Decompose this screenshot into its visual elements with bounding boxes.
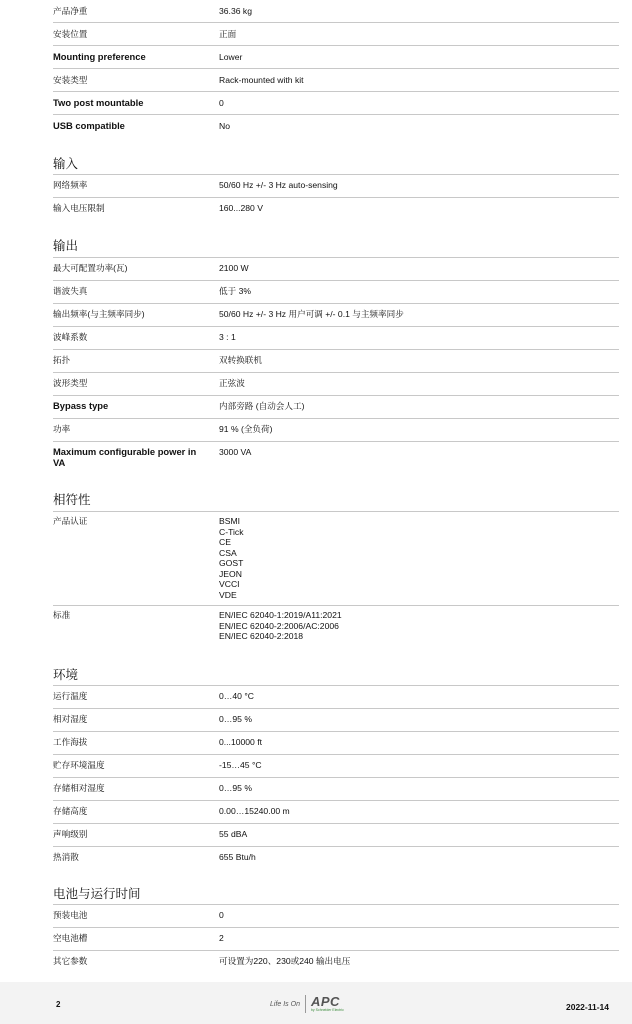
- spec-key: 最大可配置功率(瓦): [53, 263, 128, 273]
- spec-key: 谐波失真: [53, 286, 88, 296]
- spec-value: -15…45 °C: [219, 760, 262, 770]
- brand-name: APC: [310, 994, 340, 1009]
- spec-row: [53, 23, 619, 46]
- spec-row: [53, 419, 619, 442]
- spec-value: 2100 W: [219, 263, 249, 273]
- spec-key-line: VA: [53, 456, 66, 468]
- spec-row: [53, 905, 619, 928]
- spec-value: 50/60 Hz +/- 3 Hz 用户可调 +/- 0.1 与主频率同步: [219, 309, 404, 319]
- spec-key: 产品净重: [53, 6, 88, 16]
- section-title-output: 输出: [53, 238, 619, 258]
- spec-key: 输出频率(与主频率同步): [53, 309, 145, 319]
- spec-row: [53, 198, 619, 221]
- output-spec-table: [53, 258, 619, 476]
- page-footer: [0, 982, 632, 1024]
- spec-row: [53, 46, 619, 69]
- spec-value: 0: [219, 98, 224, 108]
- spec-row: [53, 755, 619, 778]
- certification-item: C-Tick: [219, 526, 244, 537]
- spec-row: [53, 686, 619, 709]
- spec-value: 0…95 %: [219, 714, 252, 724]
- spec-row: [53, 327, 619, 350]
- standard-item: EN/IEC 62040-1:2019/A11:2021: [219, 610, 342, 620]
- spec-key: 产品认证: [53, 516, 88, 526]
- logo-divider: [305, 995, 306, 1013]
- spec-value: 0…40 °C: [219, 691, 254, 701]
- certification-item: CE: [219, 537, 231, 547]
- spec-row: [53, 373, 619, 396]
- spec-value: 91 % (全负荷): [219, 424, 273, 434]
- document-date: 2022-11-14: [565, 1002, 609, 1012]
- spec-key: 声响级别: [53, 829, 88, 839]
- certification-item: VCCI: [219, 579, 240, 589]
- standard-item: EN/IEC 62040-2:2018: [219, 631, 304, 641]
- spec-key: 输入电压限制: [53, 203, 105, 213]
- input-spec-table: [53, 175, 619, 221]
- spec-value: 0.00…15240.00 m: [219, 806, 290, 816]
- spec-key: 网络频率: [53, 180, 88, 190]
- spec-value: 双转换联机: [219, 355, 262, 365]
- spec-value: 2: [219, 933, 224, 943]
- apc-logo: [311, 995, 344, 1013]
- spec-key: [53, 447, 219, 476]
- spec-value: 55 dBA: [219, 829, 248, 839]
- spec-row: [53, 258, 619, 281]
- spec-value: 可设置为220、230或240 输出电压: [219, 956, 351, 966]
- spec-value: 正弦波: [219, 378, 245, 388]
- spec-row: [53, 824, 619, 847]
- spec-row: [53, 0, 619, 23]
- spec-value: 3 : 1: [219, 332, 236, 342]
- spec-value: No: [219, 121, 230, 131]
- standard-item: EN/IEC 62040-2:2006/AC:2006: [219, 620, 339, 631]
- spec-row: [53, 281, 619, 304]
- spec-key: 热消散: [53, 852, 79, 862]
- spec-row: [53, 304, 619, 327]
- spec-key: Two post mountable: [53, 97, 144, 108]
- section-title-battery: 电池与运行时间: [53, 886, 619, 905]
- spec-value: 内部旁路 (自动会人工): [219, 401, 305, 411]
- spec-row: [53, 951, 619, 974]
- spec-key: 相对湿度: [53, 714, 88, 724]
- spec-value: 0: [219, 910, 224, 920]
- spec-key: USB compatible: [53, 120, 125, 131]
- spec-value: 低于 3%: [219, 286, 251, 296]
- spec-row: [53, 778, 619, 801]
- battery-spec-table: [53, 905, 619, 974]
- spec-key: 空电池槽: [53, 933, 88, 943]
- spec-key: 工作海拔: [53, 737, 88, 747]
- certification-item: CSA: [219, 547, 237, 558]
- spec-key: 其它参数: [53, 956, 88, 966]
- spec-row: [53, 115, 619, 138]
- page-number: 2: [56, 1000, 61, 1009]
- spec-key: 运行温度: [53, 691, 88, 701]
- section-title-environment: 环境: [53, 667, 619, 686]
- spec-row: [53, 732, 619, 755]
- brand-logo: [270, 993, 344, 1015]
- spec-value: 0...10000 ft: [219, 737, 263, 747]
- brand-subtitle: by Schneider Electric: [310, 1008, 344, 1012]
- spec-key-line: Maximum configurable power in: [53, 446, 197, 457]
- standards-list: [219, 610, 619, 648]
- spec-key: 存储高度: [53, 806, 88, 816]
- spec-row: [53, 396, 619, 419]
- tagline: Life Is On: [270, 1000, 300, 1008]
- spec-row: [53, 92, 619, 115]
- general-spec-table: [53, 0, 619, 138]
- spec-key: 波峰系数: [53, 332, 88, 342]
- certification-list: [219, 516, 619, 605]
- certification-item: VDE: [219, 589, 237, 600]
- spec-key: 波形类型: [53, 378, 88, 388]
- spec-value: Lower: [219, 52, 243, 62]
- spec-row: [53, 175, 619, 198]
- spec-row: [53, 847, 619, 870]
- spec-key: Bypass type: [53, 400, 109, 411]
- spec-key: 标准: [53, 610, 71, 620]
- spec-row: [53, 801, 619, 824]
- spec-value: 36.36 kg: [219, 6, 252, 16]
- spec-value: Rack-mounted with kit: [219, 75, 304, 85]
- spec-key: Mounting preference: [53, 51, 146, 62]
- spec-row: [53, 350, 619, 373]
- spec-value: 160...280 V: [219, 203, 263, 213]
- certification-item: GOST: [219, 558, 244, 568]
- spec-value: 0…95 %: [219, 783, 252, 793]
- spec-key: 存储相对湿度: [53, 783, 105, 793]
- spec-key: 预装电池: [53, 910, 88, 920]
- spec-row: [53, 69, 619, 92]
- spec-key: 贮存环境温度: [53, 760, 105, 770]
- conformance-spec-table: [53, 512, 619, 648]
- spec-value: 正面: [219, 29, 237, 39]
- spec-key: 功率: [53, 424, 71, 434]
- spec-row: [53, 606, 619, 648]
- environment-spec-table: [53, 686, 619, 870]
- certification-item: BSMI: [219, 516, 241, 526]
- spec-value: 50/60 Hz +/- 3 Hz auto-sensing: [219, 180, 338, 190]
- spec-row: [53, 442, 619, 476]
- spec-value: 3000 VA: [219, 447, 252, 457]
- spec-row: [53, 709, 619, 732]
- spec-row: [53, 512, 619, 606]
- spec-value: 655 Btu/h: [219, 852, 256, 862]
- section-title-input: 输入: [53, 156, 619, 175]
- spec-key: 安装类型: [53, 75, 88, 85]
- spec-row: [53, 928, 619, 951]
- section-title-conformance: 相符性: [53, 492, 619, 512]
- certification-item: JEON: [219, 568, 242, 579]
- spec-key: 安装位置: [53, 29, 88, 39]
- spec-key: 拓扑: [53, 355, 71, 365]
